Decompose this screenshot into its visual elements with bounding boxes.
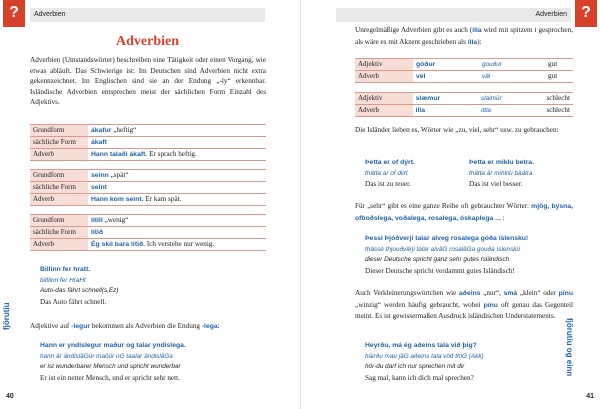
sehr-words: mjög, býsna, ofboðslega, voðalega, rosalega, óskaplega ...: [355, 203, 574, 222]
german-translation: Sag mal, kann ich dich mal sprechen?: [365, 373, 474, 382]
side-number-label: fjörutíu og einn: [564, 318, 574, 377]
pronunciation: slaimür: [481, 95, 502, 102]
page-number: 40: [6, 393, 14, 400]
icelandic-sentence: Hann er yndislegur maður og talar yndislega.: [40, 342, 186, 349]
row-label: Adverb: [30, 239, 88, 251]
literal-translation: er ist wunderbarer Mensch und spricht wunderbar: [40, 363, 181, 371]
text-paragraph: Die Isländer lieben es, Wörter wie „zu, viel, sehr“ usw. zu gebrauchen:: [355, 126, 559, 134]
literal-translation: hör-du darf ich nur sprechen mit dir: [365, 363, 465, 371]
pronunciation: biltlinn fer HraHt: [40, 276, 86, 284]
table-row: [30, 125, 266, 137]
row-label: sächliche Form: [30, 227, 88, 239]
icelandic-word: seinn: [91, 172, 109, 179]
icelandic-sentence: Þetta er of dýrt.: [365, 159, 415, 166]
icelandic-word: lítið: [91, 229, 104, 236]
table-row: [30, 182, 266, 194]
pronunciation: thässé thjouðvärji talar alväG rosaläGa gouða íslenskü: [365, 245, 520, 253]
translation: schlecht: [546, 106, 570, 114]
icelandic-word: slæmur: [415, 95, 441, 102]
right-page: [300, 0, 600, 409]
icelandic-word: illa: [415, 107, 426, 114]
rule-paragraph: Adjektive auf -legur bekommen als Adverbien die Endung -lega:: [30, 322, 220, 330]
german-translation: Dieser Deutsche spricht verdammt gutes Isländisch!: [365, 266, 515, 275]
row-label: Grundform: [30, 215, 88, 227]
icelandic-word: vel: [416, 73, 426, 80]
translation: gut: [548, 60, 558, 68]
example-pair: [365, 158, 575, 192]
table-row: [30, 137, 266, 149]
question-badge: ?: [575, 0, 597, 27]
literal-translation: Auto-das fährt schnell(s,Ez): [40, 287, 119, 295]
icelandic-word: Hann kom seint.: [91, 196, 144, 203]
german-translation: Das ist zu teuer.: [365, 180, 411, 189]
table-row: [355, 93, 573, 105]
icelandic-sentence: Billinn fer hratt.: [40, 266, 91, 273]
pronunciation: hann är ändisläGür maöür oG taalar ändisläGa: [40, 352, 173, 360]
icelandic-sentence: Þetta er miklu betra.: [469, 159, 534, 166]
intro-paragraph: Adverbien (Umstandswörter) beschreiben eine Tätigkeit oder einen Vorgang, wie etwas abläuft. Das Schwierige ist: Im Deutschen sind Adverbien nicht extra gekennzeichnet. Im Englischen sind sie an der Endung „-ly“ erkennbar. Isländische Adverbien entsprechen meist der sächlichen Form Einzahl des Adjektivs.: [30, 56, 266, 107]
german-translation: Das ist viel besser.: [469, 180, 523, 189]
icelandic-word: Hann talaði ákaft.: [91, 151, 148, 158]
side-number-label: fjörutíu: [2, 302, 11, 330]
icelandic-word: ákaft: [91, 139, 107, 146]
row-label: Adjektiv: [355, 59, 413, 71]
running-header: Adverbien: [30, 8, 265, 22]
german-translation: Er ist ein netter Mensch, und er spricht sehr nett.: [40, 373, 180, 382]
row-label: Adverb: [355, 71, 413, 83]
adverb-table-seinn: [30, 169, 266, 206]
icelandic-sentence: Heyrðu, má ég aðeins tala við þig?: [365, 342, 477, 349]
pronunciation: väl: [482, 73, 491, 80]
icelandic-word: seint: [91, 184, 107, 191]
icelandic-word: ákafur: [91, 127, 112, 134]
icelandic-word: Ég skil bara lítið.: [91, 241, 146, 248]
suffix-lega: -lega: [201, 323, 218, 330]
pronunciation: gouður: [482, 61, 502, 68]
translation: gut: [548, 72, 558, 80]
table-row: [355, 59, 573, 71]
text-paragraph: Für „sehr“ gibt es eine ganze Reihe oft gebrauchter Wörter: mjög, býsna, ofboðslega, voðalega, rosalega, óskaplega ... :: [355, 202, 574, 222]
example-column: [469, 158, 574, 190]
page-title: Adverbien: [116, 34, 179, 49]
page-number: 41: [586, 393, 594, 400]
row-label: Adverb: [30, 149, 88, 161]
row-label: sächliche Form: [30, 137, 88, 149]
german-translation: Das Auto fährt schnell.: [40, 297, 107, 306]
table-row: [30, 149, 266, 161]
suffix-legur: -legur: [71, 323, 91, 330]
table-row: [30, 194, 266, 206]
icelandic-word: góður: [416, 61, 436, 68]
example-column: [365, 158, 470, 190]
table-row: [30, 239, 266, 251]
irregular-table-slaemur: [355, 92, 573, 117]
icelandic-word: lítill: [91, 217, 103, 224]
pronunciation: häirðu mau jäG aðeins tala vöð thiG (Akk): [365, 352, 484, 360]
pronunciation: thätta är mihklü bäätra: [469, 169, 533, 177]
translation: „spät“: [108, 171, 129, 179]
row-label: sächliche Form: [30, 182, 88, 194]
running-header: Adverbien: [336, 8, 571, 22]
row-label: Adverb: [30, 194, 88, 206]
adverb-table-litill: [30, 214, 266, 251]
row-label: Adjektiv: [355, 93, 413, 105]
adverb-table-akafur: [30, 124, 266, 161]
row-label: Grundform: [30, 170, 88, 182]
table-row: [355, 71, 573, 83]
irregular-table-godur: [355, 58, 573, 83]
translation: schlecht: [546, 94, 570, 102]
translation: Ich verstehe nur wenig.: [145, 240, 215, 248]
table-row: [30, 170, 266, 182]
translation: „heftig“: [111, 126, 137, 134]
pronunciation: ittla: [481, 107, 491, 114]
icelandic-sentence: Þessi Þjóðverji talar alveg rosalega góða íslensku!: [365, 235, 529, 242]
question-badge: ?: [3, 0, 25, 27]
example-block: [40, 265, 260, 307]
translation: „wenig“: [102, 216, 129, 224]
translation: Er kam spät.: [143, 195, 182, 203]
row-label: Grundform: [30, 125, 88, 137]
translation: Er sprach heftig.: [147, 150, 197, 158]
pronunciation: thätta ar of diirt: [365, 169, 408, 177]
table-row: [355, 105, 573, 117]
literal-translation: dieser Deutsche spricht ganz sehr gutes Isländisch: [365, 256, 510, 264]
example-block: [40, 341, 260, 383]
row-label: Adverb: [355, 105, 413, 117]
table-row: [30, 227, 266, 239]
example-block: [365, 341, 575, 383]
text-paragraph: Auch Verkleinerungswörtchen wie aðeins „nur“, smá „klein“ oder pínu „winzig“ werden häufig gebraucht, wobei pínu oft genau das Gegenteil meint. Es ist gewissermaßen Ausdruck isländischen Understatements.: [355, 289, 573, 321]
intro-paragraph: Unregelmäßige Adverbien gibt es auch (illa wird mit spitzem i gesprochen, als wäre es mit Akzent geschrieben als ílla):: [355, 26, 573, 46]
table-row: [30, 215, 266, 227]
example-block: [365, 234, 575, 276]
